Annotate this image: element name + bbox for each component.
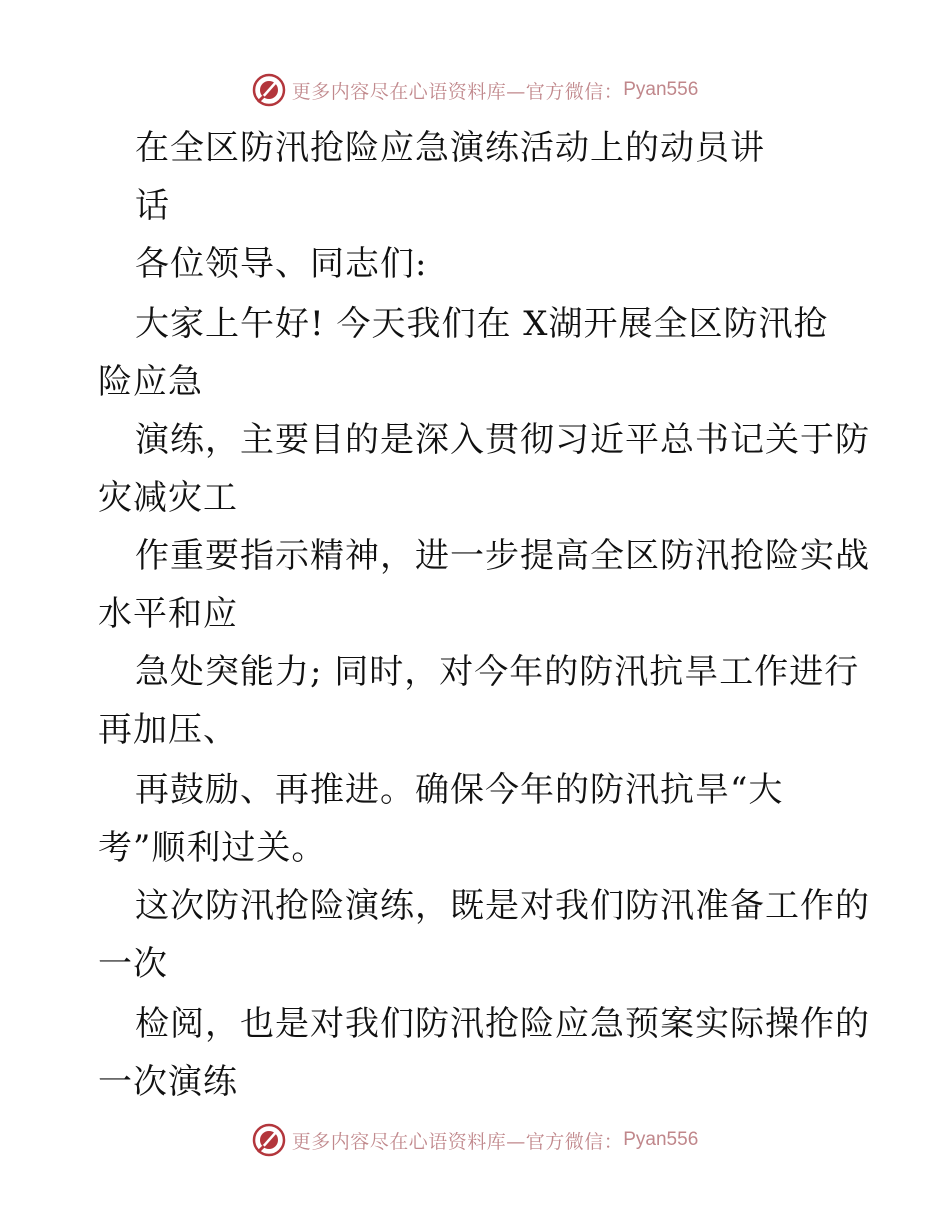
banner-text: 更多内容尽在心语资料库—官方微信：	[291, 80, 624, 103]
paragraph-line: 检阅，也是对我们防汛抢险应急预案实际操作的	[135, 1004, 870, 1044]
paragraph-line: 演练，主要目的是深入贯彻习近平总书记关于防	[135, 420, 870, 460]
footer-banner	[0, 1120, 950, 1160]
paragraph-line: 考”顺利过关。	[98, 828, 327, 868]
title-line: 在全区防汛抢险应急演练活动上的动员讲	[135, 128, 765, 168]
title-line: 话	[135, 186, 170, 226]
paragraph-line: 一次演练	[98, 1062, 238, 1102]
banner-wechat-id: Pyan556	[623, 79, 699, 100]
paragraph-line: 灾减灾工	[98, 478, 238, 518]
paragraph-line: 水平和应	[98, 594, 238, 634]
paragraph-line: 再加压、	[98, 710, 238, 750]
paragraph-line: 急处突能力; 同时，对今年的防汛抗旱工作进行	[135, 652, 860, 692]
paragraph-line: 大家上午好! 今天我们在 X湖开展全区防汛抢	[135, 304, 829, 344]
paragraph-line: 这次防汛抢险演练，既是对我们防汛准备工作的	[135, 886, 870, 926]
banner-wechat-id: Pyan556	[623, 1129, 699, 1150]
pen-logo-icon	[252, 1123, 286, 1157]
salutation: 各位领导、同志们:	[135, 244, 428, 284]
paragraph-line: 作重要指示精神，进一步提高全区防汛抢险实战	[135, 536, 870, 576]
paragraph-line: 险应急	[98, 362, 203, 402]
paragraph-line: 一次	[98, 944, 168, 984]
banner-text: 更多内容尽在心语资料库—官方微信：	[291, 1130, 624, 1153]
paragraph-line: 再鼓励、再推进。确保今年的防汛抗旱“大	[135, 770, 784, 810]
